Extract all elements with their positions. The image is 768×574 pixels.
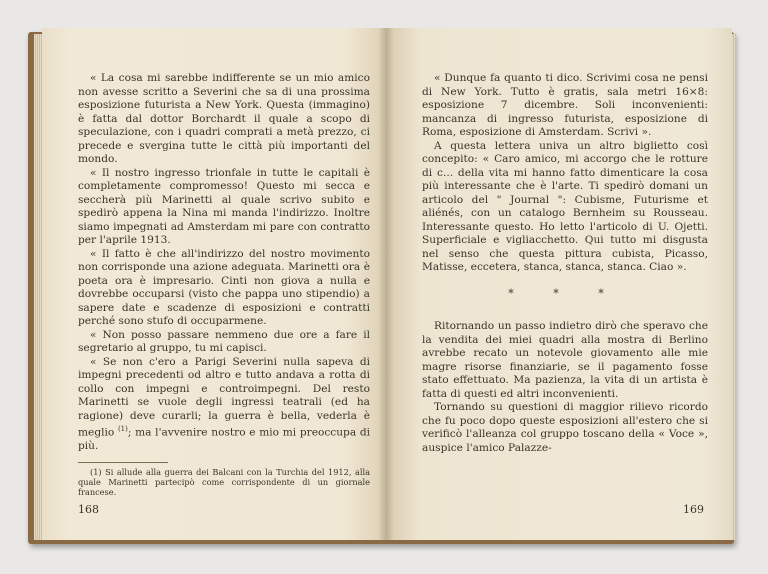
- paragraph: « Il nostro ingresso trionfale in tutte le capitali è completamente compromesso! Questo mi secca e seccherà più Marinetti al quale scrivo subito e spedirò appena la Nina mi manda l'indirizzo. Inoltre siamo impegnati ad Amsterdam mi pare con contratto per l'aprile 1913.: [78, 166, 370, 246]
- left-page: [42, 28, 386, 540]
- paragraph: « Dunque fa quanto ti dico. Scrivimi cosa ne pensi di New York. Tutto è gratis, sala metri 16×8: esposizione 7 dicembre. Soli inconvenienti: mancanza di ingresso futurista, esposizione di Roma, esposizione di Amsterdam. Scrivi ».: [422, 72, 708, 138]
- paragraph: Ritornando un passo indietro dirò che speravo che la vendita dei miei quadri alla mostra di Berlino avrebbe recato un notevole giovamento alle mie magre risorse finanziarie, se il pagamento fosse stato effettuato. Ma pazienza, la vita di un artista è fatta di questi ed altri inconvenienti.: [422, 320, 708, 400]
- page-number-left: 168: [78, 503, 99, 516]
- left-page-edges: [34, 34, 42, 540]
- paragraph: « Il fatto è che all'indirizzo del nostro movimento non corrisponde una azione adeguata. Marinetti ora è poeta ora è impresario. Cinti non giova a nulla e dovrebbe occuparsi (visto che pappa uno stipendio) a sapere date e scadenze di esposizioni e contratti perché sono stufo di occuparmene.: [78, 247, 370, 327]
- paragraph-with-footnote-ref: [78, 356, 370, 454]
- page-number-right: 169: [683, 503, 704, 516]
- open-book: [28, 28, 740, 546]
- paragraph-tail: ; ma l'avvenire nostro e mio mi preoccupa di più.: [78, 426, 370, 453]
- footnote: (1) Si allude alla guerra dei Balcani con la Turchia del 1912, alla quale Marinetti partecipò come corrispondente di un giornale francese.: [78, 466, 370, 497]
- footnote-marker: (1): [117, 425, 128, 433]
- paragraph: A questa lettera univa un altro biglietto così concepito: « Caro amico, mi accorgo che le rotture di c... della vita mi hanno fatto dimenticare la cosa più interessante che è l'arte. Ti spedirò domani un articolo del " Journal ": Cubisme, Futurisme et aliénés, con un catalogo Bernheim su Rousseau. Interessante questo. Ho letto l'articolo di U. Ojetti. Superficiale e vigliacchetto. Qui tutto mi disgusta nel senso che questa pittura cubista, Picasso, Matisse, eccetera, stanca, stanca, stanca. Ciao ».: [422, 139, 708, 273]
- paragraph: « Non posso passare nemmeno due ore a fare il segretario al gruppo, tu mi capisci.: [78, 328, 370, 354]
- section-separator: * * *: [508, 286, 622, 300]
- paragraph: « La cosa mi sarebbe indifferente se un mio amico non avesse scritto a Severini che sa di una prossima esposizione futurista a New York. Questa (immagino) è fatta dal dottor Borchardt il quale a scopo di speculazione, con i quadri comprati a metà prezzo, ci precede e svergina tutte le città più importanti del mondo.: [78, 72, 370, 165]
- left-page-text: [78, 72, 370, 454]
- book-gutter-shadow: [378, 28, 394, 540]
- footnote-rule: [78, 462, 168, 463]
- paragraph: Tornando su questioni di maggior rilievo ricordo che fu poco dopo queste esposizioni all'estero che si verificò l'alleanza col gruppo toscano della « Voce », auspice l'amico Palazze-: [422, 401, 708, 454]
- right-page-text: [422, 72, 708, 455]
- right-page: [386, 28, 732, 540]
- paragraph-text: « Se non c'ero a Parigi Severini nulla sapeva di impegni precedenti od altro e tutto andava a rotta di collo con impegni e controimpegni. Del resto Marinetti se vuole degli ingressi teatrali (ed ha ragione) deve curarli; la guerra è bella, vederla è meglio: [78, 355, 370, 439]
